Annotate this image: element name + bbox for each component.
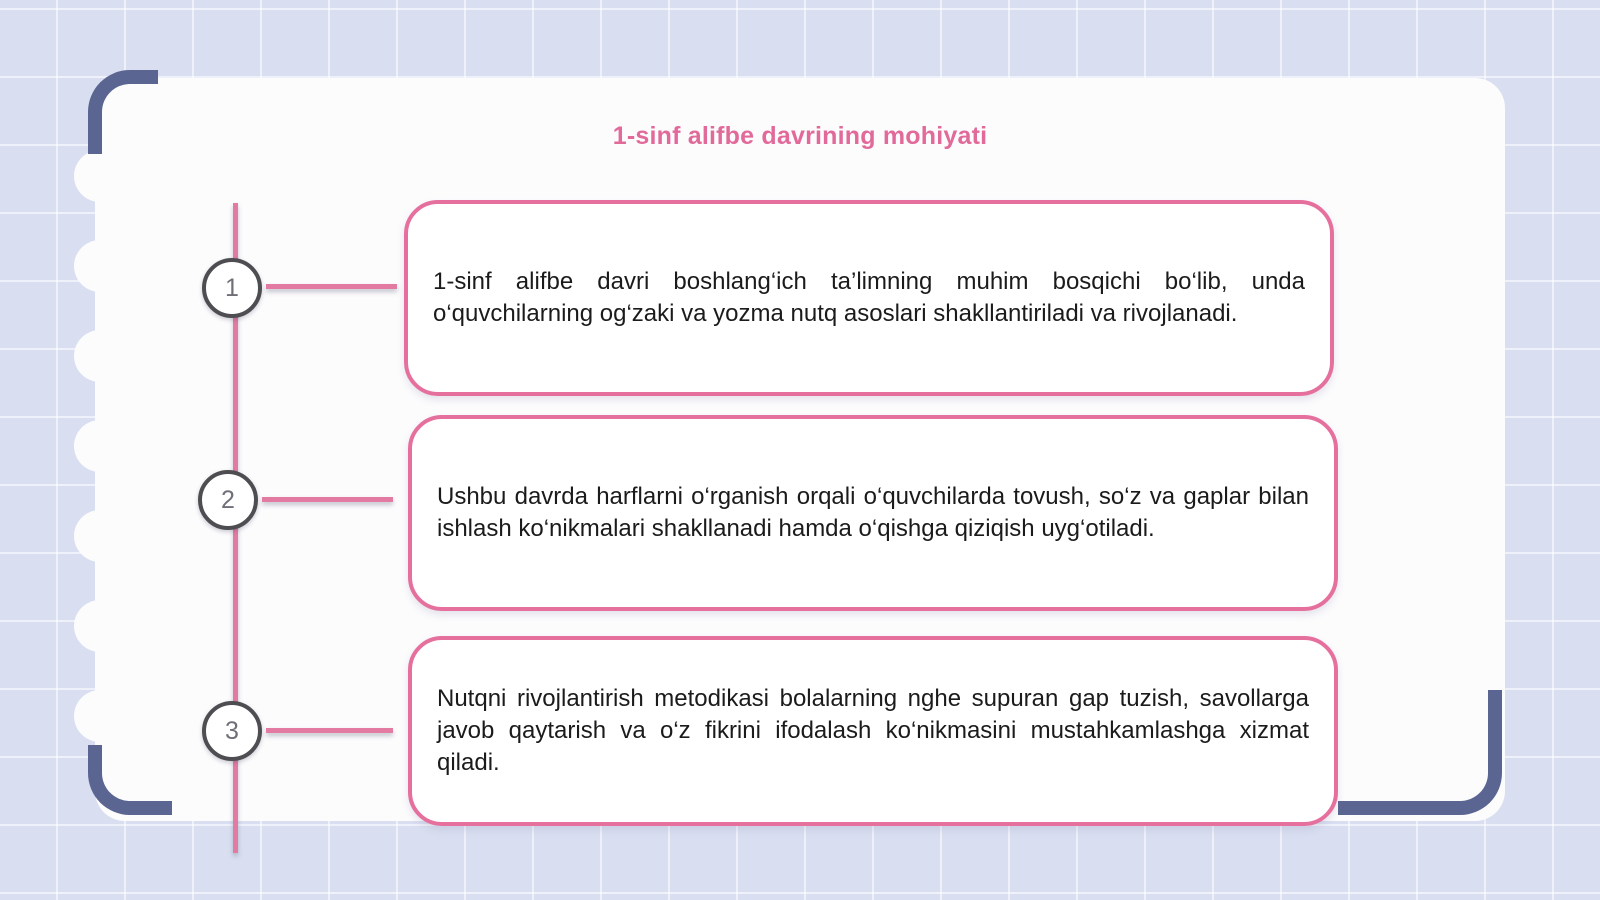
- content-text-1: 1-sinf alifbe davri boshlang‘ich ta’limning muhim bosqichi bo‘lib, unda o‘quvchilarning og‘zaki va yozma nutq asoslari shakllantiriladi va rivojlanadi.: [433, 268, 1305, 327]
- slide-title: 1-sinf alifbe davrining mohiyati: [612, 122, 988, 150]
- content-box-1: [404, 200, 1334, 396]
- content-box-2: [408, 415, 1338, 611]
- content-text-3: Nutqni rivojlantirish metodikasi bolalarning nghe supuran gap tuzish, savollarga javob qaytarish va o‘z fikrini ifodalash ko‘nikmasini mustahkamlashga xizmat qiladi.: [437, 685, 1309, 776]
- timeline-node-2: 2: [198, 470, 258, 530]
- content-text-2: Ushbu davrda harflarni o‘rganish orqali o‘quvchilarda tovush, so‘z va gaplar bilan ishlash ko‘nikmalari shakllanadi hamda o‘qishga qiziqish uyg‘otiladi.: [437, 483, 1309, 542]
- corner-bracket-bottom-right: [1338, 690, 1502, 815]
- notebook-scallop: [74, 420, 126, 472]
- timeline-connector-2: [262, 497, 393, 502]
- timeline-connector-1: [266, 284, 397, 289]
- notebook-scallop: [74, 510, 126, 562]
- notebook-scallop: [74, 330, 126, 382]
- notebook-scallop: [74, 240, 126, 292]
- notebook-scallop: [74, 150, 126, 202]
- timeline-connector-3: [266, 728, 393, 733]
- notebook-scallop: [74, 690, 126, 742]
- timeline-node-3: 3: [202, 701, 262, 761]
- content-box-3: [408, 636, 1338, 826]
- notebook-scallop: [74, 600, 126, 652]
- timeline-node-1: 1: [202, 258, 262, 318]
